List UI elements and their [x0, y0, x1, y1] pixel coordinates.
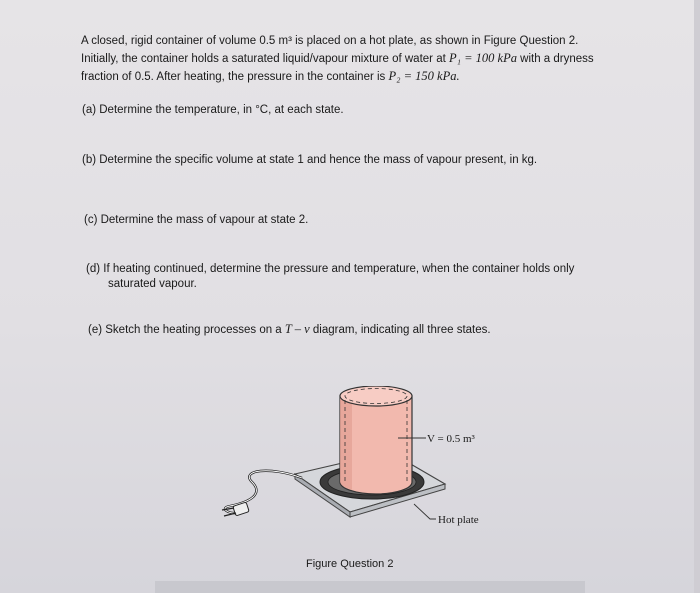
intro-line-1: A closed, rigid container of volume 0.5 m³ is placed on a hot plate, as shown in Figure Question 2.	[81, 35, 579, 47]
page-bottom-edge	[155, 581, 585, 593]
tv-diagram-label: T – v	[284, 322, 310, 336]
question-d	[86, 262, 574, 292]
figure-question-2	[200, 386, 500, 536]
pressure-p2: P₂ = 150 kPa.	[388, 69, 460, 83]
container-shade	[340, 396, 352, 490]
problem-statement	[81, 34, 594, 85]
question-b: (b) Determine the specific volume at state 1 and hence the mass of vapour present, in kg.	[82, 154, 538, 166]
question-e-tail: diagram, indicating all three states.	[309, 324, 491, 336]
hotplate-leader-line	[414, 504, 436, 519]
intro-line-3-text: fraction of 0.5. After heating, the pressure in the container is	[81, 71, 389, 83]
intro-line-2-tail: with a dryness	[516, 53, 594, 65]
question-a: (a) Determine the temperature, in °C, at each state.	[82, 104, 344, 116]
container-top	[340, 386, 412, 406]
pressure-p1: P₁ = 100 kPa	[448, 51, 517, 65]
hot-plate-container-illustration	[200, 386, 500, 536]
intro-line-3	[81, 69, 594, 85]
question-c: (c) Determine the mass of vapour at state 2.	[84, 214, 309, 226]
question-e	[88, 322, 491, 338]
page-right-edge	[694, 0, 700, 593]
question-d-line-1: (d) If heating continued, determine the pressure and temperature, when the container holds only	[86, 263, 575, 275]
question-e-text: (e) Sketch the heating processes on a	[88, 324, 285, 336]
intro-line-2-text: Initially, the container holds a saturated liquid/vapour mixture of water at	[81, 53, 449, 65]
question-d-line-2: saturated vapour.	[108, 278, 197, 290]
volume-label: V = 0.5 m³	[427, 433, 475, 445]
figure-caption: Figure Question 2	[306, 558, 394, 570]
hotplate-label: Hot plate	[438, 514, 479, 526]
intro-line-2	[81, 51, 594, 67]
